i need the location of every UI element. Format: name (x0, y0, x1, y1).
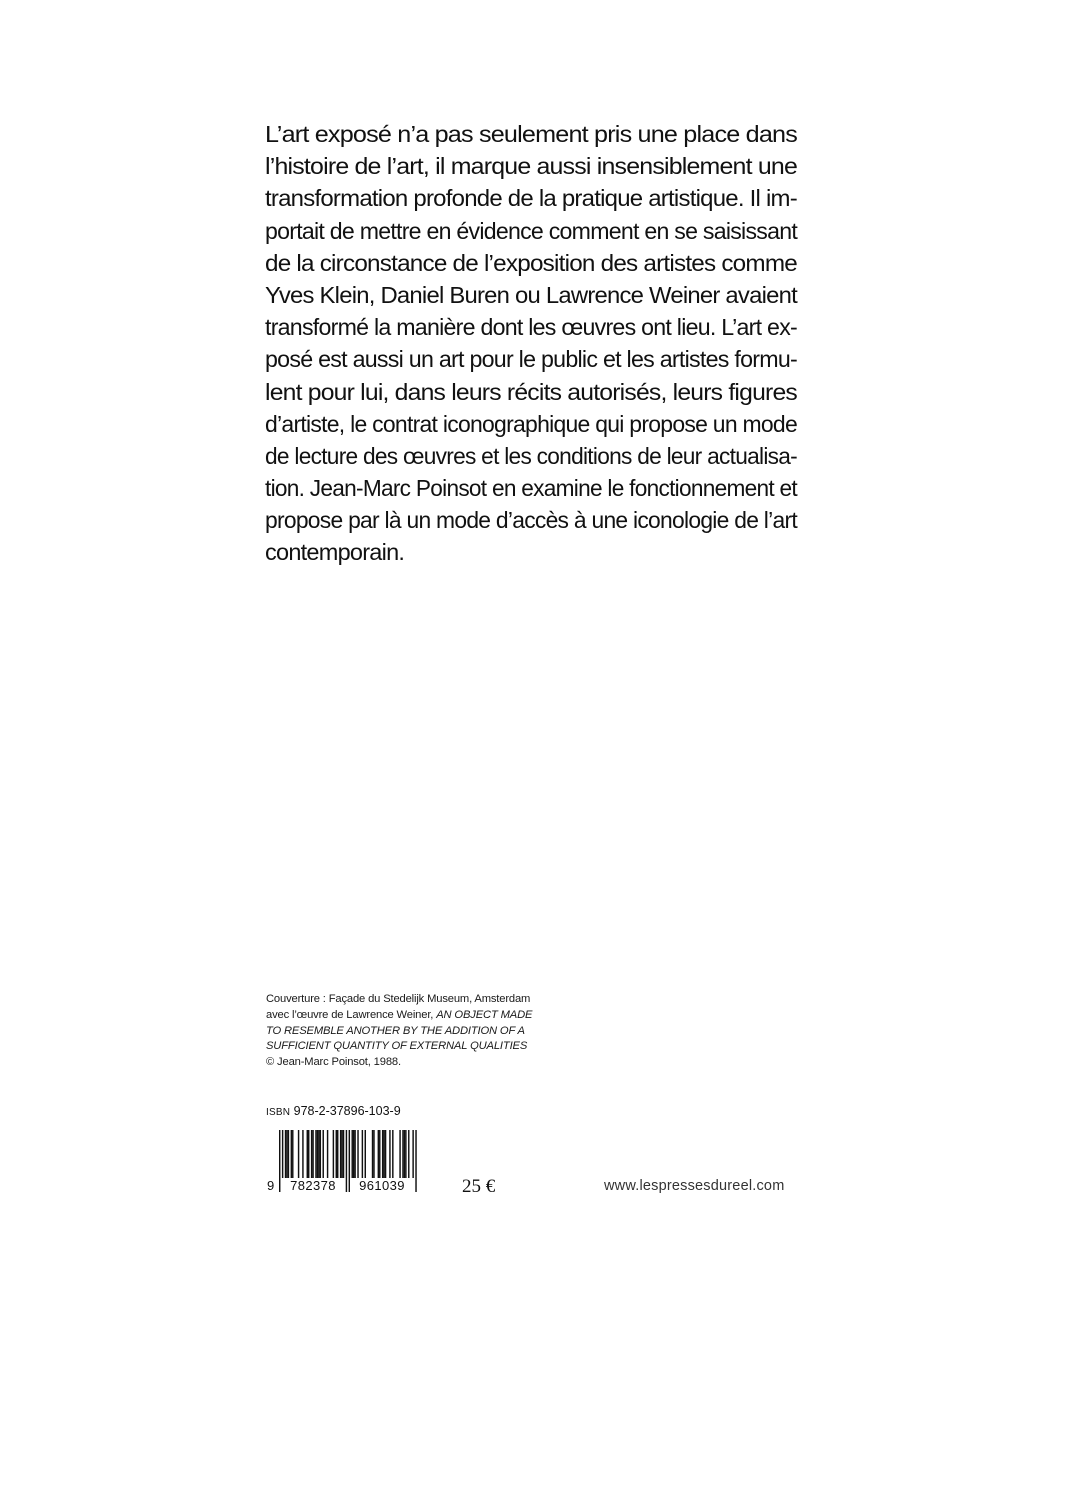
credits-artwork-title-cont: TO RESEMBLE ANOTHER BY THE ADDITION OF A (266, 1024, 525, 1037)
barcode-bar (302, 1130, 303, 1180)
blurb-line: L’art exposé n’a pas seulement pris une place dans (265, 121, 798, 147)
barcode-bar (312, 1130, 313, 1180)
cover-credits (266, 992, 566, 1071)
barcode-bar (288, 1130, 289, 1180)
barcode-bar (323, 1130, 324, 1180)
blurb-line: Yves Klein, Daniel Buren ou Lawrence Weiner avaient (265, 281, 797, 308)
barcode-bar (327, 1130, 328, 1180)
barcode-digits (266, 1178, 418, 1196)
blurb-line: lent pour lui, dans leurs récits autorisés, leurs figures (265, 378, 797, 405)
barcode-bar (337, 1130, 338, 1180)
barcode-bar (354, 1130, 355, 1180)
barcode-bar (320, 1130, 321, 1180)
barcode-digit-group-left: 782378 (281, 1178, 345, 1193)
credits-copyright: © Jean-Marc Poinsot, 1988. (266, 1056, 401, 1069)
ean-barcode (266, 1130, 418, 1202)
credits-artwork-title: AN OBJECT MADE (436, 1008, 533, 1021)
barcode-bar (357, 1130, 358, 1180)
blurb-line: propose par là un mode d’accès à une iconologie de l’art (265, 507, 797, 534)
barcode-bar (292, 1130, 293, 1180)
barcode-bar (308, 1130, 309, 1180)
barcode-bar (286, 1130, 287, 1180)
barcode-bar (378, 1130, 379, 1180)
publisher-website: www.lespressesdureel.com (604, 1178, 785, 1194)
barcode-bar (353, 1130, 354, 1180)
barcode-bar (315, 1130, 316, 1180)
barcode-bar (389, 1130, 390, 1180)
barcode-bar (404, 1130, 405, 1180)
barcode-lead-digit: 9 (267, 1178, 275, 1193)
blurb-line: transformation profonde de la pratique artistique. Il im- (265, 185, 797, 212)
barcode-bar (365, 1130, 366, 1180)
barcode-bar (373, 1130, 374, 1180)
barcode-bar (340, 1130, 341, 1180)
barcode-bar (382, 1130, 383, 1180)
credits-cover-line: Couverture : Façade du Stedelijk Museum, Amsterdam (266, 993, 531, 1005)
barcode-bar (379, 1130, 380, 1180)
barcode-bar (399, 1130, 400, 1180)
barcode-bar (392, 1130, 393, 1180)
barcode-bar (291, 1130, 292, 1180)
barcode-bar (372, 1130, 373, 1180)
blurb-line: de la circonstance de l’exposition des artistes comme (265, 249, 797, 276)
barcode-bar (383, 1130, 384, 1180)
isbn (266, 1104, 401, 1118)
barcode-bar (362, 1130, 363, 1180)
back-cover-blurb (265, 118, 797, 569)
barcode-bar (352, 1130, 353, 1180)
barcode-bar (341, 1130, 342, 1180)
price: 25 € (462, 1176, 496, 1197)
blurb-line: posé est aussi un art pour le public et les artistes formu- (265, 346, 798, 373)
blurb-line: transformé la manière dont les œuvres ont lieu. L’art ex- (265, 314, 798, 341)
barcode-bar (298, 1130, 299, 1180)
isbn-number: 978-2-37896-103-9 (293, 1104, 401, 1118)
barcode-bar (285, 1130, 286, 1180)
blurb-line: de lecture des œuvres et les conditions de leur actualisa- (265, 442, 797, 469)
blurb-line: d’artiste, le contrat iconographique qui propose un mode (265, 410, 797, 437)
isbn-label: ISBN (266, 1107, 291, 1118)
barcode-bar (405, 1130, 406, 1180)
credits-artwork-prefix: avec l’œuvre de Lawrence Weiner, (266, 1008, 437, 1021)
blurb-line: contemporain. (265, 539, 405, 566)
blurb-line: tion. Jean-Marc Poinsot en examine le fonctionnement et (265, 475, 798, 502)
barcode-bar (333, 1130, 334, 1180)
barcode-bar (402, 1130, 403, 1180)
barcode-bar (408, 1130, 409, 1180)
barcode-bar (385, 1130, 386, 1180)
credits-artwork-title-cont: SUFFICIENT QUANTITY OF EXTERNAL QUALITIES (266, 1040, 528, 1053)
barcode-bar (343, 1130, 344, 1180)
credits-artwork-line (266, 1008, 566, 1024)
barcode-bar (336, 1130, 337, 1180)
barcode-bar (318, 1130, 319, 1180)
barcode-bar (307, 1130, 308, 1180)
barcode-bar (311, 1130, 312, 1180)
barcode-bar (317, 1130, 318, 1180)
blurb-line: l’histoire de l’art, il marque aussi insensiblement une (265, 153, 798, 180)
barcode-digit-group-right: 961039 (350, 1178, 414, 1193)
blurb-line: portait de mettre en évidence comment en se saisissant (265, 217, 798, 244)
